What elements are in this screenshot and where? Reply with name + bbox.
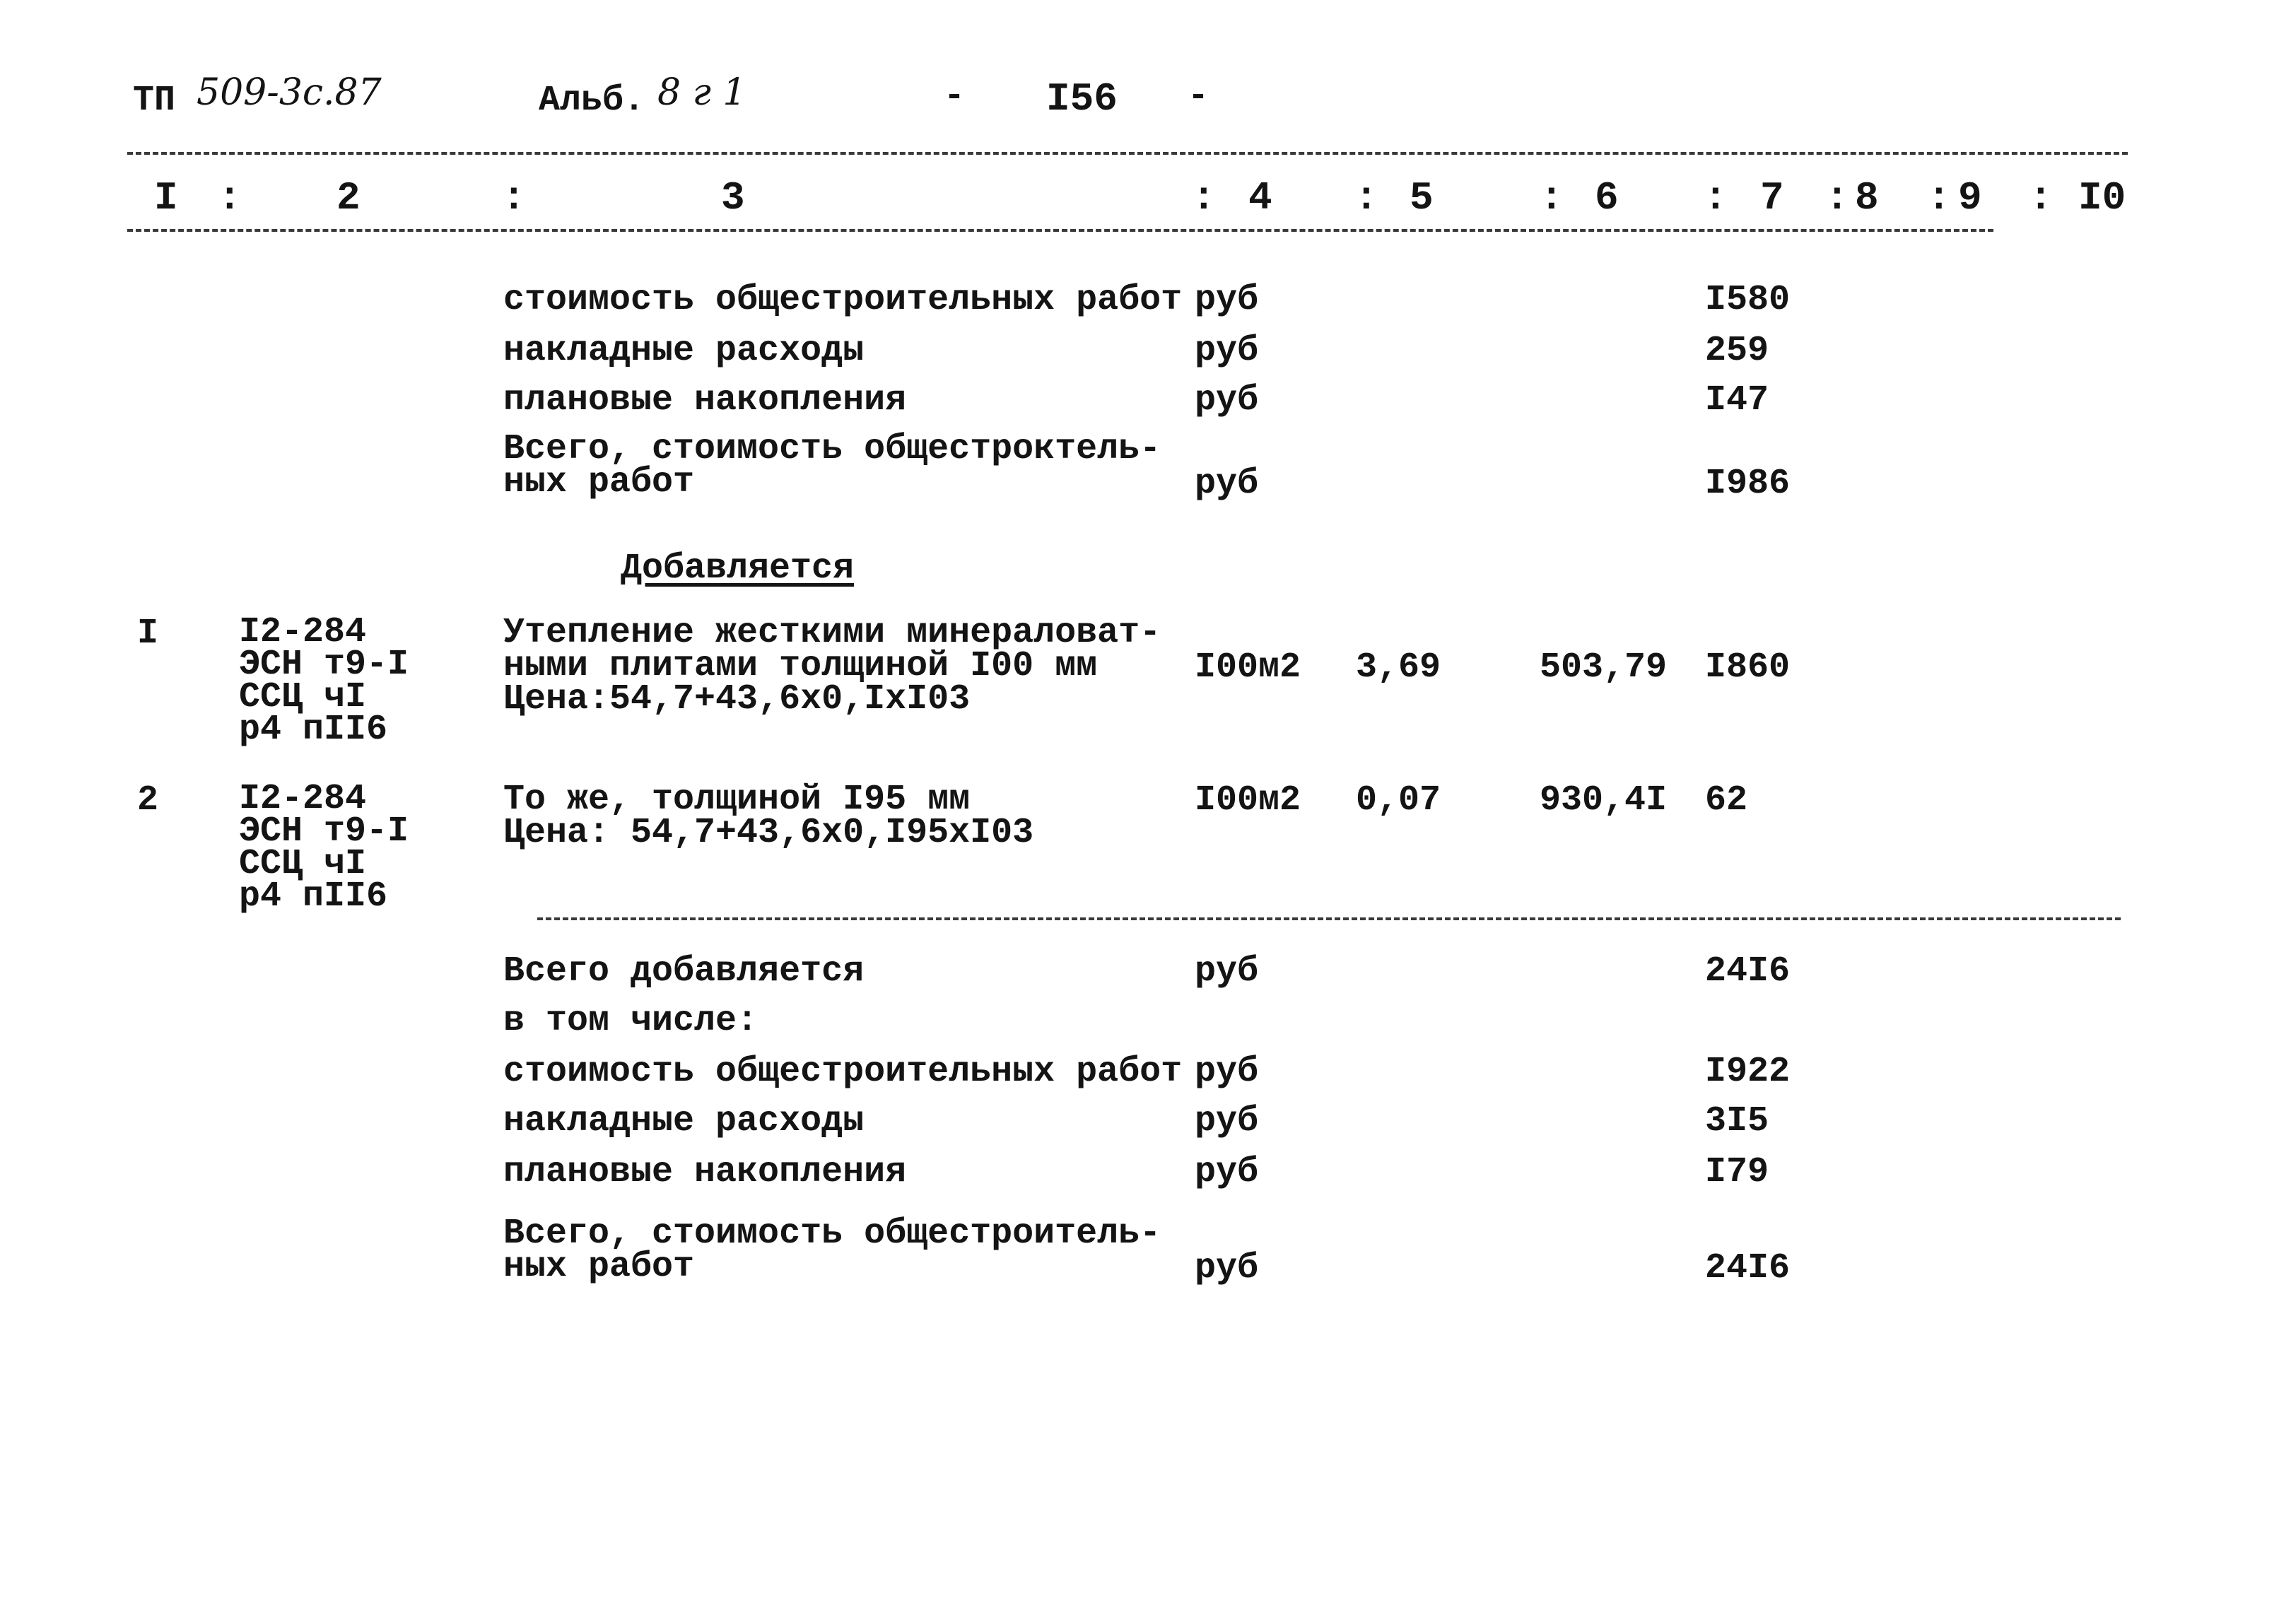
item-quantity: 0,07 [1356,780,1441,821]
tp-label: ТП [133,81,176,121]
total-added-total: 24I6 [1705,951,1791,992]
summary-after-name: стоимость общестроительных работ [503,1052,1183,1092]
including-label: в том числе: [503,1001,758,1041]
col-separator: : [2029,175,2053,221]
album-label: Альб. [539,81,645,121]
summary-after-total: I79 [1705,1152,1769,1192]
top-rule [127,152,2128,155]
item-number: 2 [137,780,159,821]
summary-after-name: плановые накопления [503,1152,907,1192]
section-title: Добавляется [621,548,855,589]
summary-before-unit: руб [1195,280,1259,320]
col-header-8: 8 [1855,175,1879,221]
item-description: Утепление жесткими минераловат- ными плитами толщиной I00 мм Цена:54,7+43,6х0,IхI03 [503,613,1161,720]
item-number: I [137,613,159,654]
total-added-name: Всего добавляется [503,951,865,992]
page-number: I56 [1046,76,1118,122]
summary-before-name: Всего, стоимость общестроктель- ных работ [503,429,1161,503]
col-header-6: 6 [1595,175,1619,221]
total-added-unit: руб [1195,951,1259,992]
summary-before-name: стоимость общестроительных работ [503,280,1183,320]
col-separator: : [1825,175,1849,221]
summary-before-total: I580 [1705,280,1791,320]
item-price: 930,4I [1540,780,1668,821]
summary-before-unit: руб [1195,464,1259,504]
summary-after-unit: руб [1195,1152,1259,1192]
col-separator: : [1927,175,1951,221]
summary-after-unit: руб [1195,1052,1259,1092]
page-dash-right: - [1188,76,1210,117]
totals-rule [537,917,2121,920]
page-dash-left: - [944,76,966,117]
summary-after-unit: руб [1195,1248,1259,1288]
summary-before-total: 259 [1705,331,1769,371]
tp-number: 509-3с.87 [197,71,382,114]
summary-before-name: плановые накопления [503,380,907,421]
item-total: 62 [1705,780,1748,821]
summary-before-name: накладные расходы [503,331,865,371]
summary-after-total: 24I6 [1705,1248,1791,1288]
col-separator: : [1354,175,1378,221]
col-header-7: 7 [1760,175,1784,221]
col-separator: : [502,175,526,221]
col-separator: : [1704,175,1728,221]
col-header-4: 4 [1248,175,1272,221]
summary-before-unit: руб [1195,331,1259,371]
item-unit: I00м2 [1195,780,1301,821]
summary-after-name: Всего, стоимость общестроитель- ных работ [503,1214,1161,1287]
header-rule [127,229,1993,232]
col-header-2: 2 [336,175,361,221]
album-number: 8 г 1 [657,71,746,114]
col-separator: : [1192,175,1216,221]
col-header-9: 9 [1958,175,1982,221]
summary-after-total: I922 [1705,1052,1791,1092]
item-unit: I00м2 [1195,647,1301,688]
item-code: I2-284 ЭСН т9-I ССЦ чI р4 пII6 [239,612,409,750]
col-separator: : [1540,175,1564,221]
col-header-10: I0 [2078,175,2126,221]
col-header-5: 5 [1410,175,1434,221]
col-separator: : [218,175,242,221]
summary-before-unit: руб [1195,380,1259,421]
item-price: 503,79 [1540,647,1668,688]
summary-after-name: накладные расходы [503,1101,865,1141]
col-header-3: 3 [721,175,745,221]
summary-before-total: I47 [1705,380,1769,421]
summary-after-total: 3I5 [1705,1101,1769,1141]
item-total: I860 [1705,647,1791,688]
col-header-1: I [154,175,178,221]
summary-before-total: I986 [1705,464,1791,504]
summary-after-unit: руб [1195,1101,1259,1141]
item-code: I2-284 ЭСН т9-I ССЦ чI р4 пII6 [239,779,409,917]
item-description: То же, толщиной I95 мм Цена: 54,7+43,6х0,I95хI03 [503,780,1034,853]
item-quantity: 3,69 [1356,647,1441,688]
